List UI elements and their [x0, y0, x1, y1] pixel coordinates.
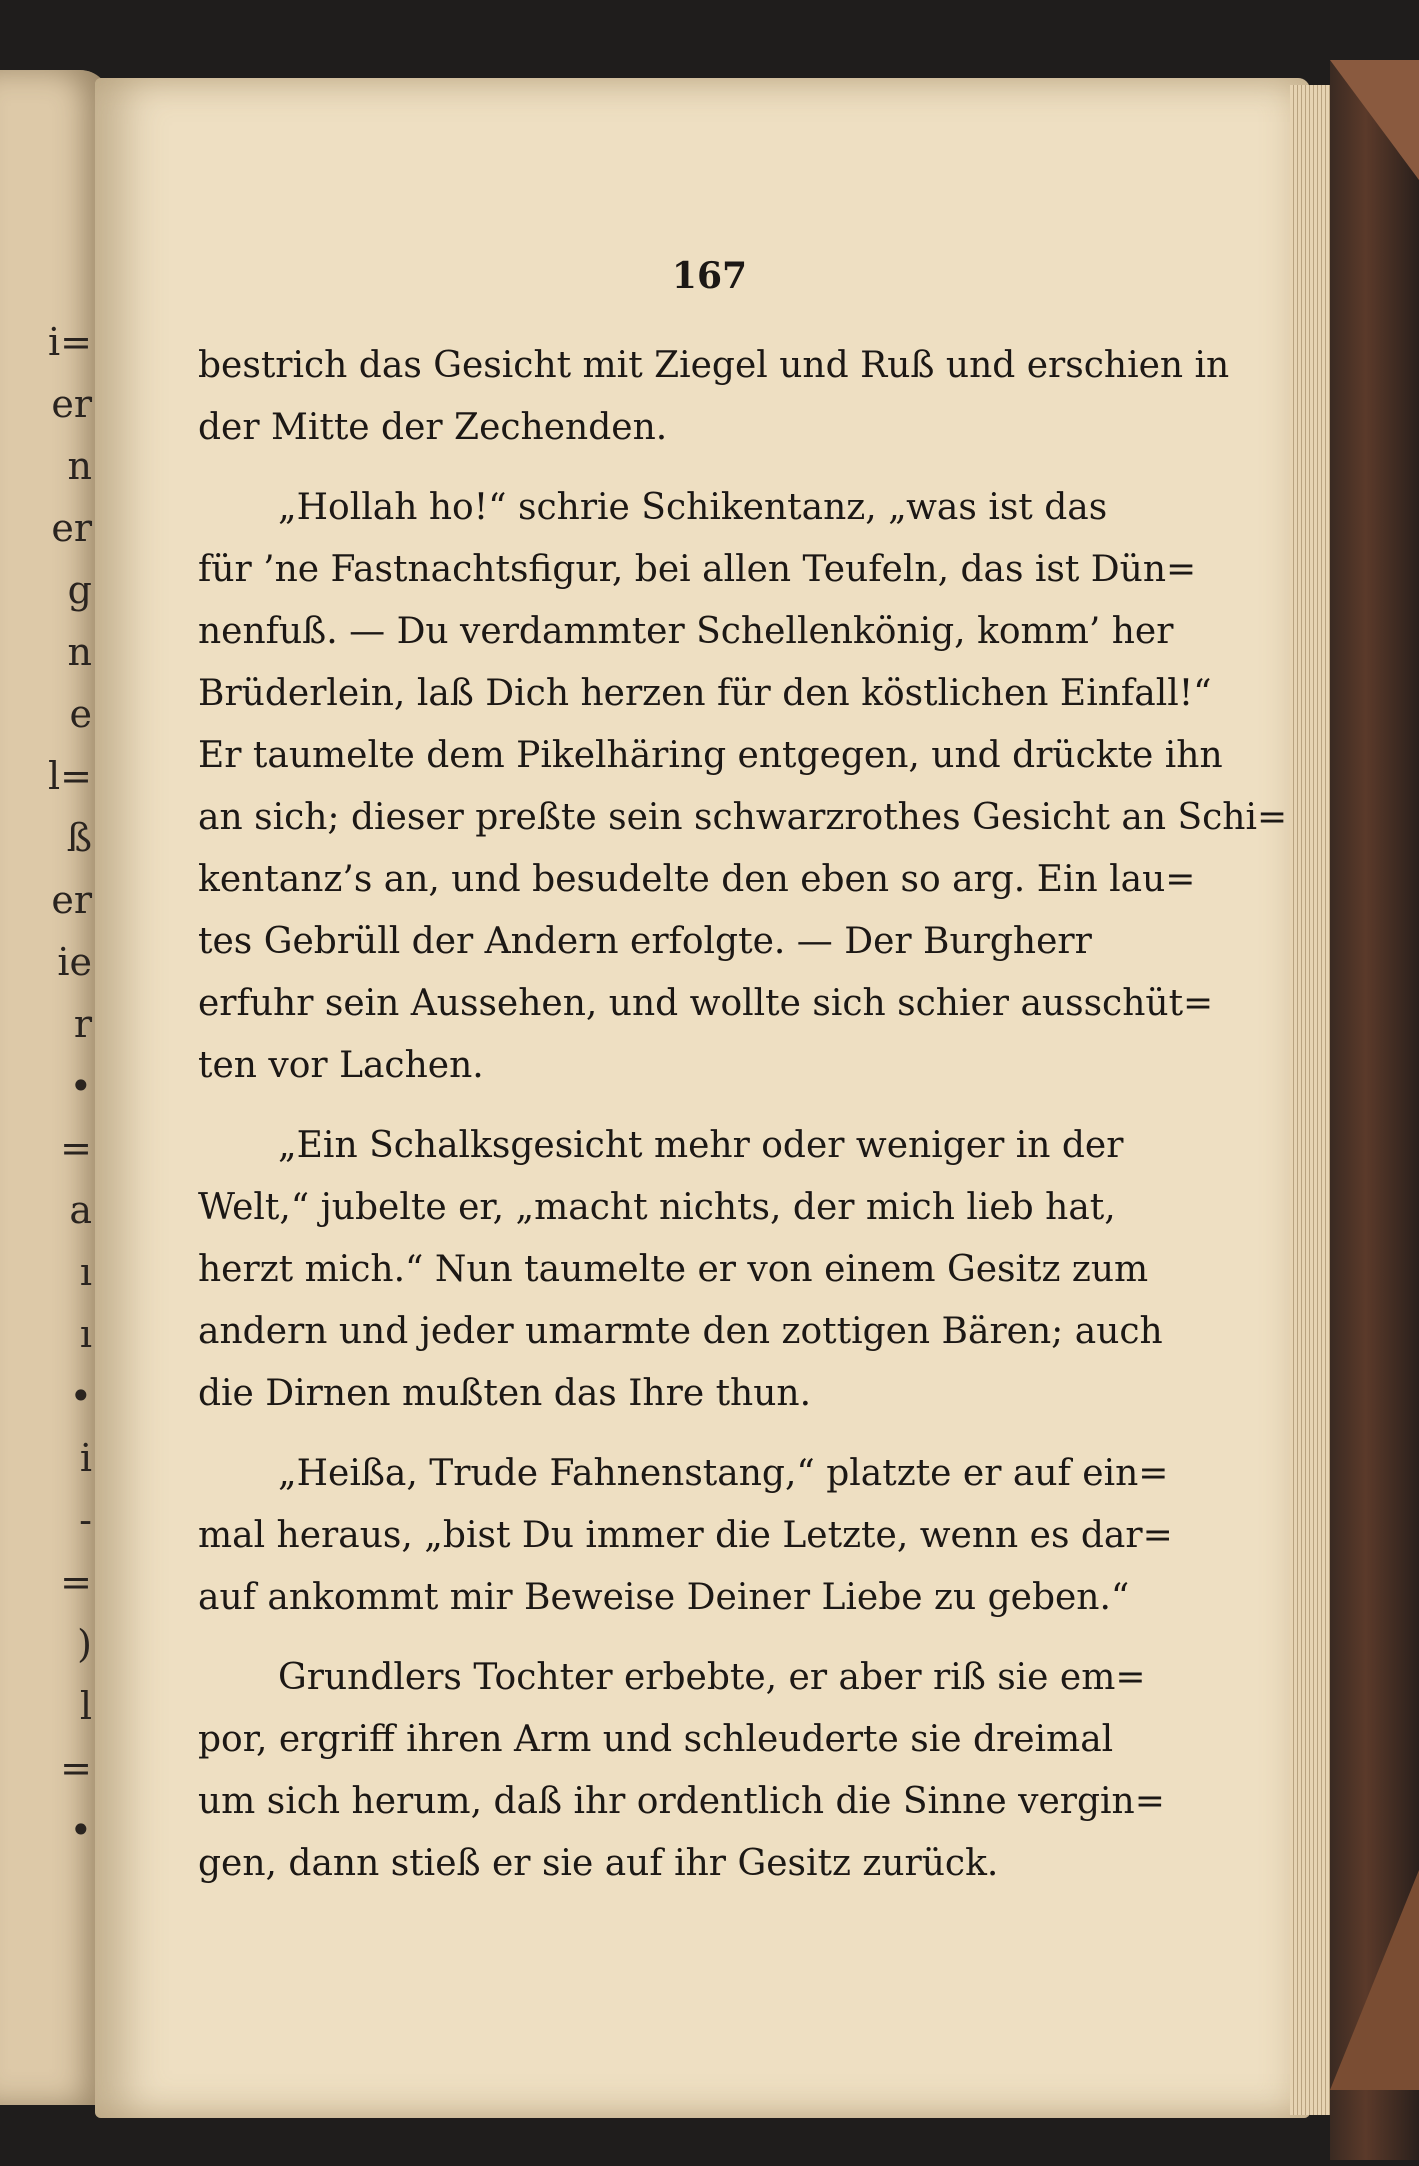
paragraph	[198, 1115, 1163, 1425]
page-number: 167	[671, 255, 748, 297]
paragraph	[198, 335, 1230, 459]
left-page-fragment: •	[69, 1064, 92, 1108]
previous-page-edge	[0, 70, 110, 2105]
left-page-fragment: -	[79, 1498, 92, 1542]
text-line: „Heißa, Trude Fahnenstang,“ platzte er auf ein=	[278, 1453, 1169, 1494]
text-line: Er taumelte dem Pikelhäring entgegen, und drückte ihn	[198, 735, 1223, 776]
left-page-fragment: i=	[48, 320, 92, 364]
left-page-fragment: ı	[79, 1312, 92, 1356]
left-page-fragment: e	[69, 692, 92, 736]
text-line: auf ankommt mir Beweise Deiner Liebe zu geben.“	[198, 1577, 1130, 1618]
page-text	[198, 335, 1288, 1913]
text-line: bestrich das Gesicht mit Ziegel und Ruß und erschien in	[198, 345, 1230, 386]
text-line: für ’ne Fastnachtsfigur, bei allen Teufeln, das ist Dün=	[198, 549, 1197, 590]
text-line: Grundlers Tochter erbebte, er aber riß sie em=	[278, 1657, 1146, 1698]
text-line: „Ein Schalksgesicht mehr oder weniger in der	[278, 1125, 1124, 1166]
paragraph	[198, 477, 1288, 1097]
text-line: kentanz’s an, und besudelte den eben so arg. Ein lau=	[198, 859, 1196, 900]
left-page-fragment: i	[79, 1436, 92, 1480]
text-line: mal heraus, „bist Du immer die Letzte, wenn es dar=	[198, 1515, 1173, 1556]
left-page-fragment: •	[69, 1374, 92, 1418]
text-line: der Mitte der Zechenden.	[198, 407, 668, 448]
left-page-fragment: ı	[79, 1250, 92, 1294]
left-page-fragment: l=	[48, 754, 92, 798]
left-page-fragment: a	[69, 1188, 92, 1232]
left-page-fragment: n	[67, 630, 92, 674]
left-page-fragment: er	[51, 506, 92, 550]
paragraph	[198, 1647, 1165, 1895]
left-page-fragment: ß	[66, 816, 92, 860]
text-line: Brüderlein, laß Dich herzen für den köstlichen Einfall!“	[198, 673, 1212, 714]
left-page-fragment: )	[77, 1622, 92, 1666]
text-line: um sich herum, daß ihr ordentlich die Sinne vergin=	[198, 1781, 1165, 1822]
text-line: por, ergriff ihren Arm und schleuderte sie dreimal	[198, 1719, 1114, 1760]
text-line: „Hollah ho!“ schrie Schikentanz, „was ist das	[278, 487, 1108, 528]
text-line: herzt mich.“ Nun taumelte er von einem Gesitz zum	[198, 1249, 1149, 1290]
left-page-fragment: er	[51, 382, 92, 426]
left-page-fragment: n	[67, 444, 92, 488]
text-line: nenfuß. — Du verdammter Schellenkönig, komm’ her	[198, 611, 1174, 652]
text-line: erfuhr sein Aussehen, und wollte sich schier ausschüt=	[198, 983, 1214, 1024]
left-page-fragment: g	[67, 568, 92, 612]
text-line: die Dirnen mußten das Ihre thun.	[198, 1373, 812, 1414]
text-line: gen, dann stieß er sie auf ihr Gesitz zurück.	[198, 1843, 999, 1884]
left-page-fragment: =	[60, 1746, 92, 1790]
text-line: Welt,“ jubelte er, „macht nichts, der mich lieb hat,	[198, 1187, 1116, 1228]
left-page-fragment: •	[69, 1808, 92, 1852]
left-page-fragment: er	[51, 878, 92, 922]
text-line: ten vor Lachen.	[198, 1045, 484, 1086]
left-page-fragment: =	[60, 1126, 92, 1170]
left-page-fragment: =	[60, 1560, 92, 1604]
paragraph	[198, 1443, 1173, 1629]
text-line: tes Gebrüll der Andern erfolgte. — Der Burgherr	[198, 921, 1092, 962]
book-cover	[1330, 60, 1419, 2160]
left-page-fragment: ie	[57, 940, 92, 984]
text-line: an sich; dieser preßte sein schwarzrothes Gesicht an Schi=	[198, 797, 1288, 838]
left-page-fragment: l	[79, 1684, 92, 1728]
text-line: andern und jeder umarmte den zottigen Bären; auch	[198, 1311, 1163, 1352]
left-page-fragment: r	[73, 1002, 92, 1046]
